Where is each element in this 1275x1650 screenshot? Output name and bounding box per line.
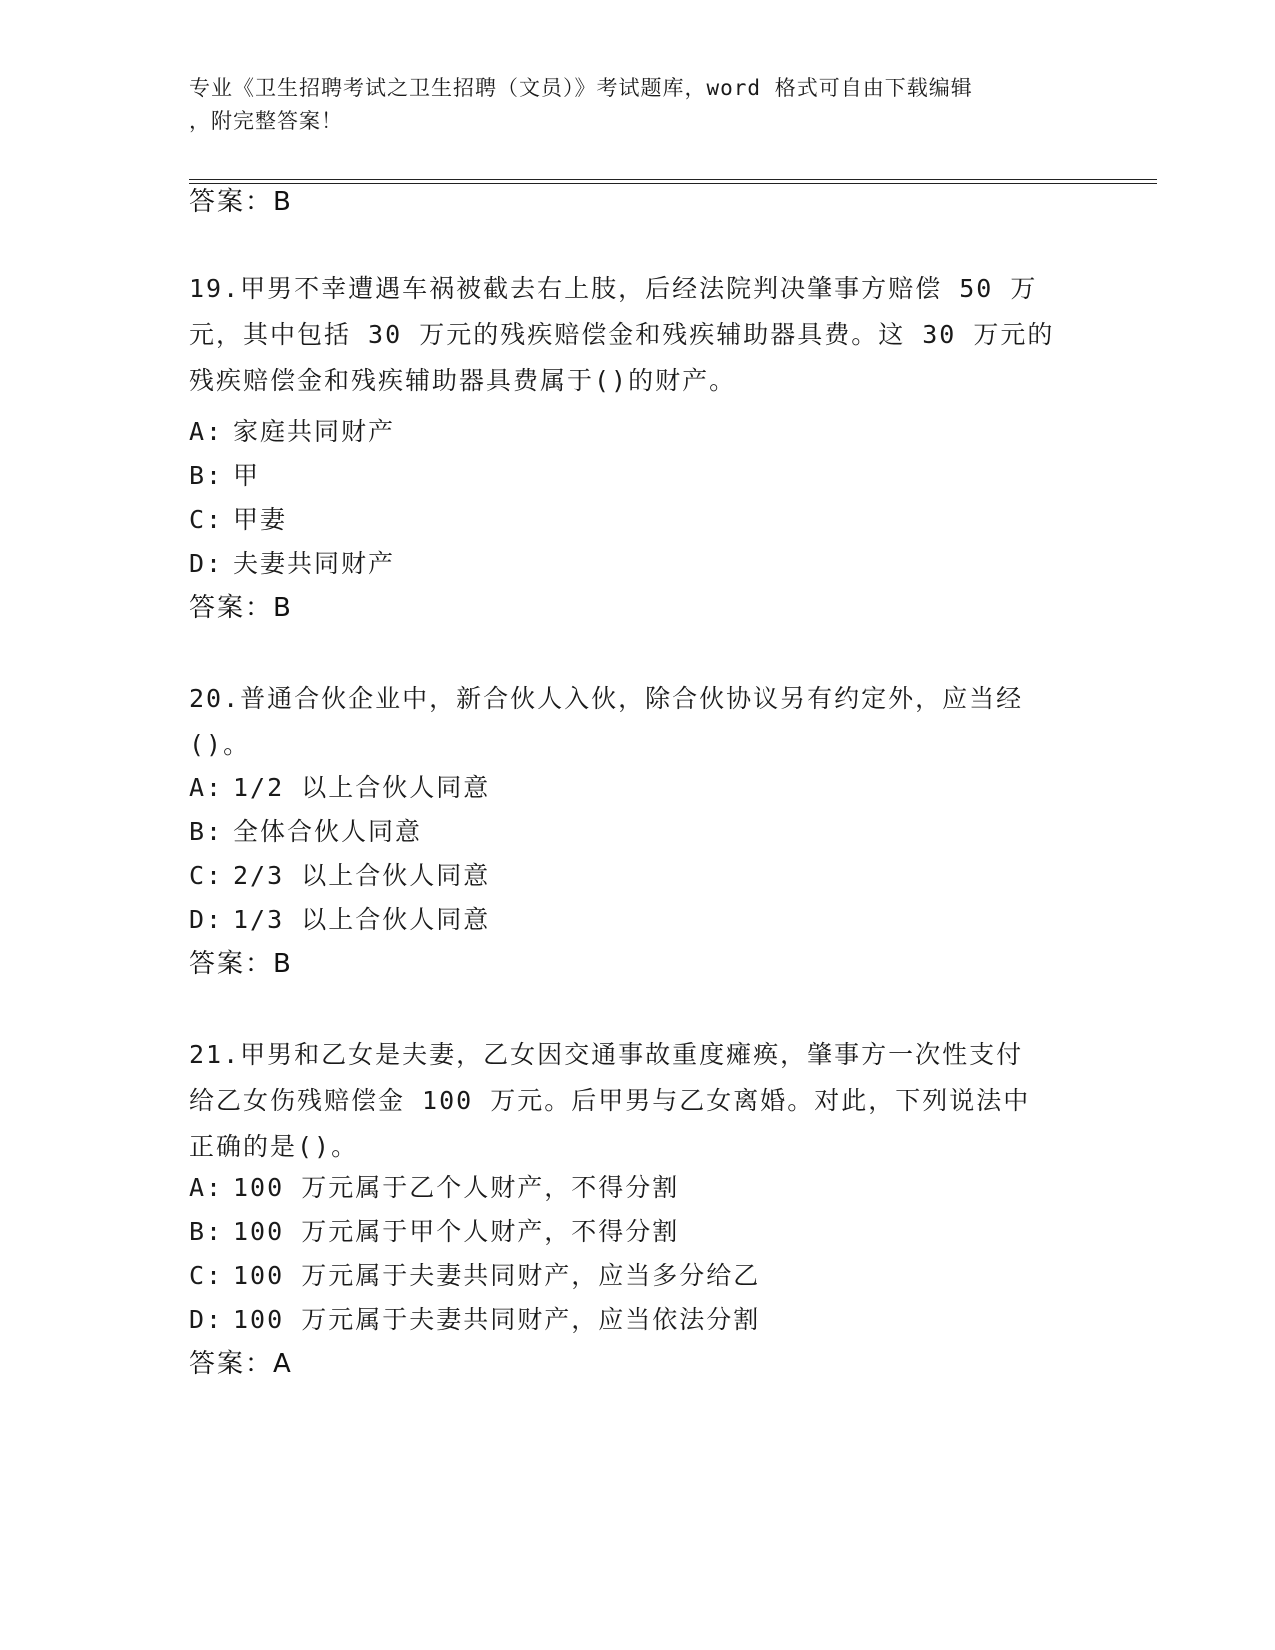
question-line: 元，其中包括 30 万元的残疾赔偿金和残疾辅助器具费。这 30 万元的 [189, 320, 1055, 349]
option-text: 100 万元属于乙个人财产，不得分割 [233, 1173, 680, 1202]
question-20-option-c [189, 856, 490, 896]
option-text: 家庭共同财产 [233, 417, 396, 446]
option-text: 1/3 以上合伙人同意 [233, 905, 491, 934]
option-letter: B: [189, 817, 224, 846]
option-letter: B: [189, 461, 224, 490]
question-line: 21.甲男和乙女是夫妻，乙女因交通事故重度瘫痪，肇事方一次性支付 [189, 1040, 1024, 1069]
question-line: 给乙女伤残赔偿金 100 万元。后甲男与乙女离婚。对此，下列说法中 [189, 1086, 1031, 1115]
option-text: 2/3 以上合伙人同意 [233, 861, 491, 890]
option-letter: C: [189, 1261, 224, 1290]
option-text: 100 万元属于夫妻共同财产，应当依法分割 [233, 1305, 761, 1334]
document-header [189, 72, 1089, 138]
question-21-text [189, 1032, 1089, 1170]
option-text: 100 万元属于甲个人财产，不得分割 [233, 1217, 680, 1246]
question-line: 19.甲男不幸遭遇车祸被截去右上肢，后经法院判决肇事方赔偿 50 万 [189, 274, 1038, 303]
option-letter: D: [189, 549, 224, 578]
question-19-option-d [189, 544, 395, 584]
option-text: 甲妻 [233, 505, 288, 534]
question-line: 残疾赔偿金和残疾辅助器具费属于()的财产。 [189, 366, 737, 395]
question-20-option-a [189, 768, 490, 808]
question-21-option-b [189, 1212, 679, 1252]
question-20-option-d [189, 900, 490, 940]
question-19-text [189, 266, 1089, 404]
option-letter: B: [189, 1217, 224, 1246]
option-text: 1/2 以上合伙人同意 [233, 773, 491, 802]
question-21-option-a [189, 1168, 679, 1208]
question-20-answer: 答案：B [189, 949, 293, 979]
question-line: 20.普通合伙企业中，新合伙人入伙，除合伙协议另有约定外，应当经 [189, 684, 1024, 713]
header-line-2: ，附完整答案！ [189, 109, 343, 133]
option-text: 100 万元属于夫妻共同财产，应当多分给乙 [233, 1261, 761, 1290]
question-19-option-b [189, 456, 260, 496]
header-divider [189, 179, 1157, 184]
option-text: 全体合伙人同意 [233, 817, 423, 846]
option-text: 夫妻共同财产 [233, 549, 396, 578]
question-21-option-c [189, 1256, 760, 1296]
question-21-answer: 答案：A [189, 1349, 293, 1379]
option-letter: A: [189, 773, 224, 802]
question-19-option-a [189, 412, 395, 452]
option-letter: D: [189, 1305, 224, 1334]
option-letter: C: [189, 861, 224, 890]
previous-answer: 答案：B [189, 187, 293, 217]
question-19-option-c [189, 500, 287, 540]
header-line-1: 专业《卫生招聘考试之卫生招聘（文员）》考试题库，word 格式可自由下载编辑 [189, 76, 973, 100]
question-20-option-b [189, 812, 422, 852]
option-letter: D: [189, 905, 224, 934]
option-letter: A: [189, 417, 224, 446]
question-20-text [189, 676, 1089, 768]
question-21-option-d [189, 1300, 760, 1340]
question-line: ()。 [189, 730, 251, 759]
option-letter: A: [189, 1173, 224, 1202]
question-line: 正确的是()。 [189, 1132, 359, 1161]
option-text: 甲 [233, 461, 261, 490]
option-letter: C: [189, 505, 224, 534]
question-19-answer: 答案：B [189, 593, 293, 623]
